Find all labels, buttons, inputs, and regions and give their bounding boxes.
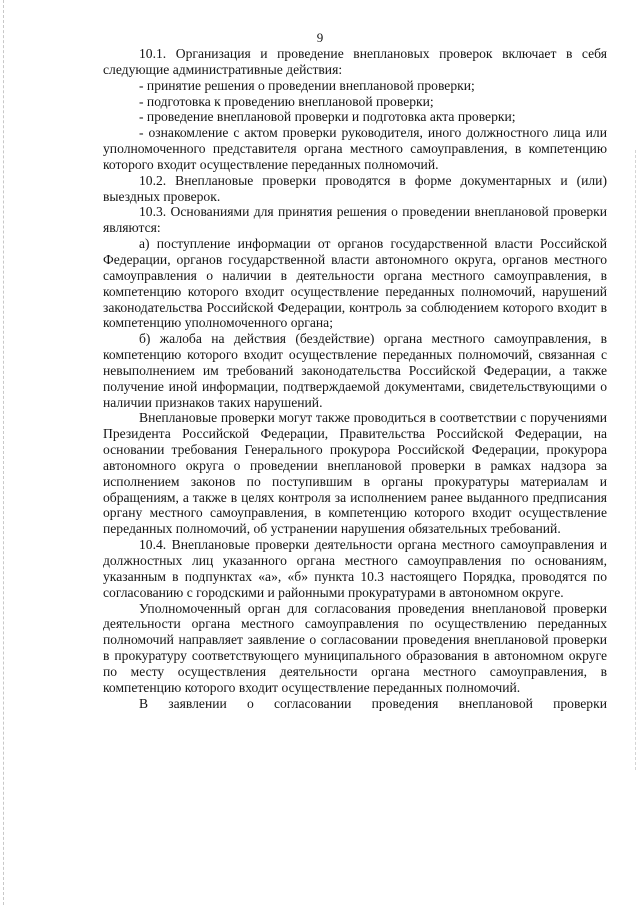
paragraph-application: В заявлении о согласовании проведения внеплановой проверки — [139, 695, 607, 711]
page-number: 9 — [316, 30, 324, 45]
list-item-preparation: - подготовка к проведению внеплановой проверки; — [139, 93, 434, 109]
scan-edge-left — [3, 0, 4, 905]
paragraph-10-3: 10.3. Основаниями для принятия решения о проведении внеплановой проверки являются: — [103, 204, 607, 236]
list-item-familiarization: - ознакомление с актом проверки руководителя, иного должностного лица или уполномоченного представителя органа местного самоуправления, в компетенцию которого входит осуществление переданных полномочий. — [103, 125, 607, 172]
list-item-conduct: - проведение внеплановой проверки и подготовка акта проверки; — [139, 109, 516, 125]
paragraph-10-2: 10.2. Внеплановые проверки проводятся в форме документарных и (или) выездных проверок. — [103, 172, 607, 204]
document-body — [103, 46, 607, 711]
paragraph-10-3-b: б) жалоба на действия (бездействие) органа местного самоуправления, в компетенцию которого входит осуществление переданных полномочий, связанная с невыполнением им требований законодательства Российской Федерации, а также получение иной информации, подтверждаемой документами, свидетельствующими о наличии признаков таких нарушений. — [103, 331, 607, 410]
paragraph-10-1: 10.1. Организация и проведение внеплановых проверок включает в себя следующие административные действия: — [103, 46, 607, 77]
scan-edge-right — [635, 150, 636, 770]
paragraph-10-4: 10.4. Внеплановые проверки деятельности органа местного самоуправления и должностных лиц указанного органа местного самоуправления по основаниям, указанным в подпунктах «а», «б» пункта 10.3 настоящего Порядка, проводятся по согласованию с городскими и районными прокуратурами в автономном округе. — [103, 537, 607, 600]
list-item-decision: - принятие решения о проведении внеплановой проверки; — [139, 77, 475, 93]
paragraph-unscheduled-orders: Внеплановые проверки могут также проводиться в соответствии с поручениями Президента Российской Федерации, Правительства Российской Федерации, на основании требования Генерального прокурора Российской Федерации, прокурора автономного округа о проведении внеплановой проверки в рамках надзора за исполнением законов по поступившим в органы прокуратуры материалам и обращениям, а также в целях контроля за исполнением ранее выданного предписания органу местного самоуправления, в компетенцию которого входит осуществление переданных полномочий, об устранении нарушения обязательных требований. — [103, 410, 607, 537]
paragraph-authorized-body: Уполномоченный орган для согласования проведения внеплановой проверки деятельности органа местного самоуправления по осуществлению переданных полномочий направляет заявление о согласовании проведения внеплановой проверки в прокуратуру соответствующего муниципального образования в автономном округе по месту осуществления деятельности органа местного самоуправления, в компетенцию которого входит осуществление переданных полномочий. — [103, 600, 607, 695]
paragraph-10-3-a: а) поступление информации от органов государственной власти Российской Федерации, органов государственной власти автономного округа, органов местного самоуправления о наличии в деятельности органа местного самоуправления, в компетенцию которого входит осуществление переданных полномочий, нарушений законодательства Российской Федерации, контроль за соблюдением которого входит в компетенцию уполномоченного органа; — [103, 236, 607, 331]
